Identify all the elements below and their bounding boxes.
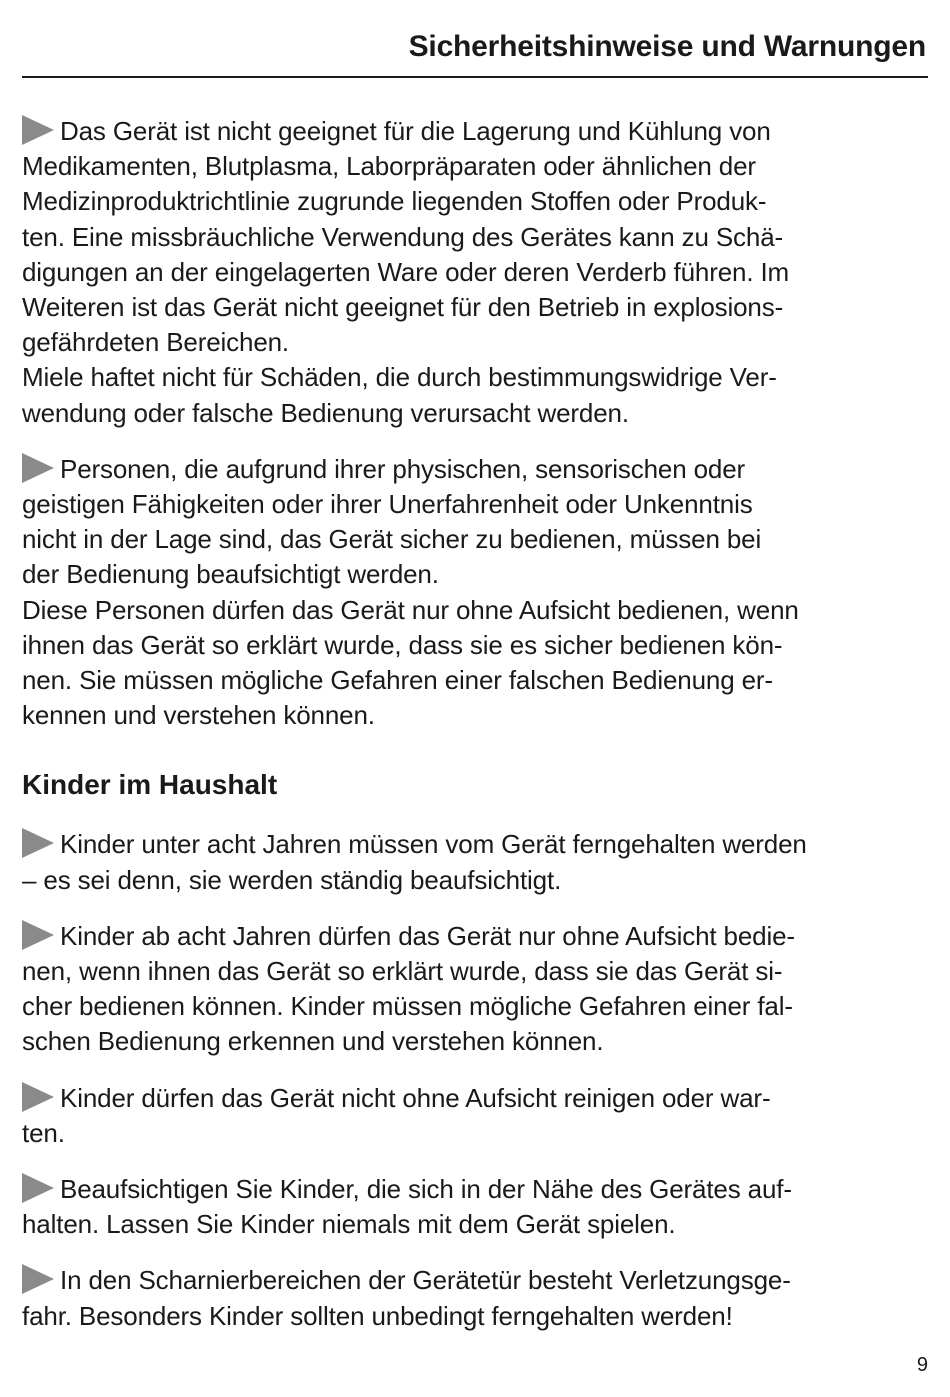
warning-paragraph-cleaning — [22, 1081, 928, 1151]
paragraph-line: Weiteren ist das Gerät nicht geeignet für den Betrieb in explosions- — [22, 292, 784, 323]
paragraph-line: fahr. Besonders Kinder sollten unbedingt ferngehalten werden! — [22, 1300, 733, 1331]
page-content — [22, 114, 928, 1355]
paragraph-line: Beaufsichtigen Sie Kinder, die sich in der Nähe des Gerätes auf- — [22, 1172, 928, 1207]
page-number: 9 — [916, 1354, 928, 1376]
warning-paragraph-children-under-eight — [22, 827, 928, 897]
paragraph-line: geistigen Fähigkeiten oder ihrer Unerfahrenheit oder Unkenntnis — [22, 489, 753, 520]
triangle-bullet-icon — [22, 920, 54, 950]
page-header — [22, 24, 928, 78]
paragraph-line: schen Bedienung erkennen und verstehen können. — [22, 1026, 604, 1057]
paragraph-line: ten. Eine missbräuchliche Verwendung des Gerätes kann zu Schä- — [22, 221, 784, 252]
section-heading-children: Kinder im Haushalt — [22, 769, 278, 801]
paragraph-line: Medikamenten, Blutplasma, Laborpräparaten oder ähnlichen der — [22, 151, 756, 182]
warning-paragraph-medications — [22, 114, 928, 431]
triangle-bullet-icon — [22, 453, 54, 483]
paragraph-line: Personen, die aufgrund ihrer physischen, sensorischen oder — [22, 452, 928, 487]
page-title: Sicherheitshinweise und Warnungen — [408, 30, 926, 63]
paragraph-line: gefährdeten Bereichen. — [22, 327, 290, 358]
warning-paragraph-supervision — [22, 1172, 928, 1242]
paragraph-line: Miele haftet nicht für Schäden, die durch bestimmungswidrige Ver- — [22, 362, 777, 393]
paragraph-line: Kinder unter acht Jahren müssen vom Gerät ferngehalten werden — [22, 827, 928, 862]
paragraph-line: Kinder ab acht Jahren dürfen das Gerät nur ohne Aufsicht bedie- — [22, 919, 928, 954]
paragraph-line: nen. Sie müssen mögliche Gefahren einer falschen Bedienung er- — [22, 665, 773, 696]
triangle-bullet-icon — [22, 1264, 54, 1294]
paragraph-line: nen, wenn ihnen das Gerät so erklärt wurde, dass sie das Gerät si- — [22, 956, 783, 987]
triangle-bullet-icon — [22, 828, 54, 858]
triangle-bullet-icon — [22, 115, 54, 145]
warning-paragraph-hinges — [22, 1263, 928, 1333]
paragraph-line: wendung oder falsche Bedienung verursacht werden. — [22, 397, 629, 428]
paragraph-line: nicht in der Lage sind, das Gerät sicher zu bedienen, müssen bei — [22, 524, 762, 555]
warning-paragraph-children-over-eight — [22, 919, 928, 1060]
paragraph-line: Kinder dürfen das Gerät nicht ohne Aufsicht reinigen oder war- — [22, 1081, 928, 1116]
paragraph-line: halten. Lassen Sie Kinder niemals mit dem Gerät spielen. — [22, 1209, 676, 1240]
paragraph-line: ten. — [22, 1117, 65, 1148]
paragraph-line: kennen und verstehen können. — [22, 700, 375, 731]
paragraph-line: Das Gerät ist nicht geeignet für die Lagerung und Kühlung von — [22, 114, 928, 149]
paragraph-line: Medizinproduktrichtlinie zugrunde liegenden Stoffen oder Produk- — [22, 186, 767, 217]
triangle-bullet-icon — [22, 1082, 54, 1112]
paragraph-line: In den Scharnierbereichen der Gerätetür besteht Verletzungsge- — [22, 1263, 928, 1298]
paragraph-line: – es sei denn, sie werden ständig beaufsichtigt. — [22, 864, 562, 895]
triangle-bullet-icon — [22, 1173, 54, 1203]
paragraph-line: cher bedienen können. Kinder müssen mögliche Gefahren einer fal- — [22, 991, 793, 1022]
paragraph-line: ihnen das Gerät so erklärt wurde, dass sie es sicher bedienen kön- — [22, 629, 783, 660]
paragraph-line: Diese Personen dürfen das Gerät nur ohne Aufsicht bedienen, wenn — [22, 594, 799, 625]
warning-paragraph-persons — [22, 452, 928, 734]
paragraph-line: der Bedienung beaufsichtigt werden. — [22, 559, 439, 590]
paragraph-line: digungen an der eingelagerten Ware oder deren Verderb führen. Im — [22, 256, 790, 287]
